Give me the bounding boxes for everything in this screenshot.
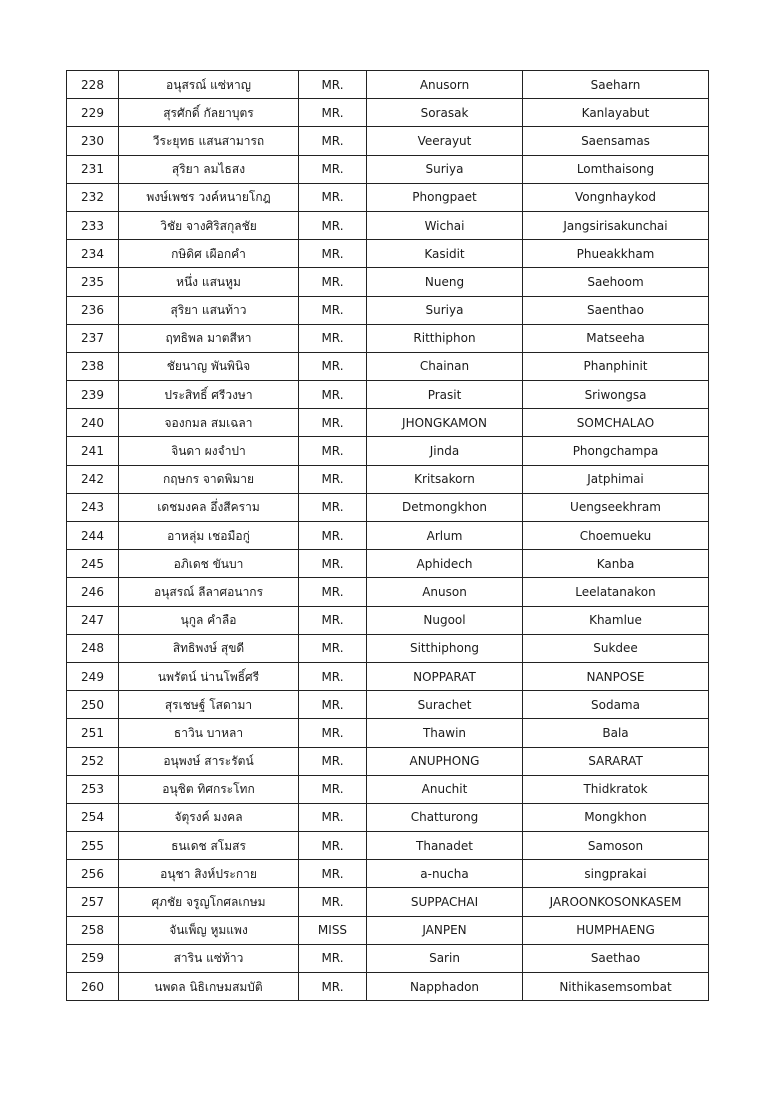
thai-name-cell: เดชมงคล อึ่งสีคราม — [119, 493, 299, 521]
title-cell: MISS — [299, 916, 367, 944]
last-name-cell: Kanba — [523, 550, 709, 578]
thai-name-cell: อนุชิต ทิศกระโทก — [119, 775, 299, 803]
table-row — [67, 775, 709, 803]
last-name-cell: SARARAT — [523, 747, 709, 775]
title-cell: MR. — [299, 860, 367, 888]
row-number-cell: 252 — [67, 747, 119, 775]
thai-name-cell: สิทธิพงษ์ สุขดี — [119, 634, 299, 662]
thai-name-cell: สาริน แซ่ท้าว — [119, 944, 299, 972]
title-cell: MR. — [299, 888, 367, 916]
last-name-cell: singprakai — [523, 860, 709, 888]
thai-name-cell: ธนเดช สโมสร — [119, 832, 299, 860]
thai-name-cell: อนุพงษ์ สาระรัตน์ — [119, 747, 299, 775]
last-name-cell: Saensamas — [523, 127, 709, 155]
first-name-cell: Anuchit — [367, 775, 523, 803]
title-cell: MR. — [299, 183, 367, 211]
last-name-cell: Mongkhon — [523, 803, 709, 831]
first-name-cell: Chainan — [367, 352, 523, 380]
title-cell: MR. — [299, 973, 367, 1001]
title-cell: MR. — [299, 944, 367, 972]
last-name-cell: Phanphinit — [523, 352, 709, 380]
last-name-cell: Phongchampa — [523, 437, 709, 465]
thai-name-cell: สุรศักดิ์ กัลยาบุตร — [119, 99, 299, 127]
table-row — [67, 99, 709, 127]
row-number-cell: 239 — [67, 381, 119, 409]
thai-name-cell: จองกมล สมเฉลา — [119, 409, 299, 437]
row-number-cell: 229 — [67, 99, 119, 127]
table-row — [67, 183, 709, 211]
first-name-cell: Detmongkhon — [367, 493, 523, 521]
thai-name-cell: หนึ่ง แสนหูม — [119, 268, 299, 296]
row-number-cell: 255 — [67, 832, 119, 860]
row-number-cell: 228 — [67, 71, 119, 99]
row-number-cell: 248 — [67, 634, 119, 662]
last-name-cell: Saenthao — [523, 296, 709, 324]
first-name-cell: Nugool — [367, 606, 523, 634]
title-cell: MR. — [299, 296, 367, 324]
title-cell: MR. — [299, 352, 367, 380]
row-number-cell: 247 — [67, 606, 119, 634]
table-row — [67, 381, 709, 409]
last-name-cell: Saehoom — [523, 268, 709, 296]
first-name-cell: Sarin — [367, 944, 523, 972]
first-name-cell: JANPEN — [367, 916, 523, 944]
title-cell: MR. — [299, 409, 367, 437]
table-row — [67, 747, 709, 775]
thai-name-cell: ฤทธิพล มาตสีหา — [119, 324, 299, 352]
roster-table-body — [67, 71, 709, 1001]
table-row — [67, 662, 709, 690]
row-number-cell: 260 — [67, 973, 119, 1001]
thai-name-cell: กษิดิศ เผือกคำ — [119, 240, 299, 268]
table-row — [67, 691, 709, 719]
title-cell: MR. — [299, 211, 367, 239]
title-cell: MR. — [299, 832, 367, 860]
row-number-cell: 243 — [67, 493, 119, 521]
first-name-cell: Anuson — [367, 578, 523, 606]
row-number-cell: 246 — [67, 578, 119, 606]
last-name-cell: JAROONKOSONKASEM — [523, 888, 709, 916]
row-number-cell: 231 — [67, 155, 119, 183]
row-number-cell: 251 — [67, 719, 119, 747]
last-name-cell: Saethao — [523, 944, 709, 972]
table-row — [67, 973, 709, 1001]
table-row — [67, 860, 709, 888]
last-name-cell: SOMCHALAO — [523, 409, 709, 437]
last-name-cell: Saeharn — [523, 71, 709, 99]
title-cell: MR. — [299, 240, 367, 268]
thai-name-cell: วิชัย จางศิริสกุลชัย — [119, 211, 299, 239]
last-name-cell: Sodama — [523, 691, 709, 719]
first-name-cell: Arlum — [367, 522, 523, 550]
first-name-cell: JHONGKAMON — [367, 409, 523, 437]
first-name-cell: Sorasak — [367, 99, 523, 127]
last-name-cell: Phueakkham — [523, 240, 709, 268]
title-cell: MR. — [299, 268, 367, 296]
title-cell: MR. — [299, 634, 367, 662]
title-cell: MR. — [299, 522, 367, 550]
first-name-cell: Veerayut — [367, 127, 523, 155]
last-name-cell: Nithikasemsombat — [523, 973, 709, 1001]
last-name-cell: Matseeha — [523, 324, 709, 352]
thai-name-cell: จินดา ผงจำปา — [119, 437, 299, 465]
title-cell: MR. — [299, 691, 367, 719]
table-row — [67, 634, 709, 662]
last-name-cell: Vongnhaykod — [523, 183, 709, 211]
title-cell: MR. — [299, 437, 367, 465]
table-row — [67, 127, 709, 155]
row-number-cell: 238 — [67, 352, 119, 380]
thai-name-cell: สุริยา ลมไธสง — [119, 155, 299, 183]
last-name-cell: Kanlayabut — [523, 99, 709, 127]
last-name-cell: Lomthaisong — [523, 155, 709, 183]
table-row — [67, 803, 709, 831]
first-name-cell: Napphadon — [367, 973, 523, 1001]
row-number-cell: 244 — [67, 522, 119, 550]
name-roster-table — [66, 70, 709, 1001]
first-name-cell: Sitthiphong — [367, 634, 523, 662]
last-name-cell: Sukdee — [523, 634, 709, 662]
first-name-cell: Thanadet — [367, 832, 523, 860]
title-cell: MR. — [299, 493, 367, 521]
first-name-cell: Kritsakorn — [367, 465, 523, 493]
first-name-cell: Jinda — [367, 437, 523, 465]
last-name-cell: Jatphimai — [523, 465, 709, 493]
row-number-cell: 257 — [67, 888, 119, 916]
title-cell: MR. — [299, 662, 367, 690]
title-cell: MR. — [299, 465, 367, 493]
first-name-cell: ANUPHONG — [367, 747, 523, 775]
table-row — [67, 944, 709, 972]
row-number-cell: 258 — [67, 916, 119, 944]
table-row — [67, 409, 709, 437]
thai-name-cell: กฤษกร จาดพิมาย — [119, 465, 299, 493]
thai-name-cell: ประสิทธิ์ ศรีวงษา — [119, 381, 299, 409]
last-name-cell: Uengseekhram — [523, 493, 709, 521]
title-cell: MR. — [299, 550, 367, 578]
row-number-cell: 230 — [67, 127, 119, 155]
table-row — [67, 550, 709, 578]
row-number-cell: 249 — [67, 662, 119, 690]
table-row — [67, 493, 709, 521]
row-number-cell: 241 — [67, 437, 119, 465]
row-number-cell: 253 — [67, 775, 119, 803]
row-number-cell: 232 — [67, 183, 119, 211]
title-cell: MR. — [299, 155, 367, 183]
last-name-cell: Leelatanakon — [523, 578, 709, 606]
table-row — [67, 240, 709, 268]
thai-name-cell: จัตุรงค์ มงคล — [119, 803, 299, 831]
thai-name-cell: อนุชา สิงห์ประกาย — [119, 860, 299, 888]
title-cell: MR. — [299, 747, 367, 775]
table-row — [67, 71, 709, 99]
first-name-cell: SUPPACHAI — [367, 888, 523, 916]
table-row — [67, 155, 709, 183]
title-cell: MR. — [299, 99, 367, 127]
last-name-cell: Samoson — [523, 832, 709, 860]
title-cell: MR. — [299, 71, 367, 99]
first-name-cell: Anusorn — [367, 71, 523, 99]
first-name-cell: NOPPARAT — [367, 662, 523, 690]
row-number-cell: 256 — [67, 860, 119, 888]
row-number-cell: 237 — [67, 324, 119, 352]
table-row — [67, 465, 709, 493]
title-cell: MR. — [299, 324, 367, 352]
title-cell: MR. — [299, 606, 367, 634]
table-row — [67, 437, 709, 465]
row-number-cell: 240 — [67, 409, 119, 437]
table-row — [67, 324, 709, 352]
thai-name-cell: อภิเดช ขันบา — [119, 550, 299, 578]
thai-name-cell: อนุสรณ์ แซ่หาญ — [119, 71, 299, 99]
row-number-cell: 242 — [67, 465, 119, 493]
title-cell: MR. — [299, 127, 367, 155]
thai-name-cell: พงษ์เพชร วงค์หนายโกฎ — [119, 183, 299, 211]
thai-name-cell: ชัยนาญ พันพินิจ — [119, 352, 299, 380]
last-name-cell: HUMPHAENG — [523, 916, 709, 944]
first-name-cell: Wichai — [367, 211, 523, 239]
last-name-cell: Jangsirisakunchai — [523, 211, 709, 239]
thai-name-cell: สุรเชษฐ์ โสดามา — [119, 691, 299, 719]
first-name-cell: Chatturong — [367, 803, 523, 831]
table-row — [67, 606, 709, 634]
table-row — [67, 916, 709, 944]
thai-name-cell: นุกูล คำลือ — [119, 606, 299, 634]
first-name-cell: Aphidech — [367, 550, 523, 578]
thai-name-cell: สุริยา แสนท้าว — [119, 296, 299, 324]
thai-name-cell: นพดล นิธิเกษมสมบัติ — [119, 973, 299, 1001]
title-cell: MR. — [299, 719, 367, 747]
first-name-cell: Suriya — [367, 155, 523, 183]
first-name-cell: Kasidit — [367, 240, 523, 268]
row-number-cell: 234 — [67, 240, 119, 268]
first-name-cell: Surachet — [367, 691, 523, 719]
thai-name-cell: อาหลุ่ม เชอมือกู่ — [119, 522, 299, 550]
first-name-cell: Prasit — [367, 381, 523, 409]
title-cell: MR. — [299, 578, 367, 606]
row-number-cell: 235 — [67, 268, 119, 296]
title-cell: MR. — [299, 381, 367, 409]
last-name-cell: Khamlue — [523, 606, 709, 634]
first-name-cell: Nueng — [367, 268, 523, 296]
table-row — [67, 888, 709, 916]
table-row — [67, 832, 709, 860]
row-number-cell: 250 — [67, 691, 119, 719]
first-name-cell: Ritthiphon — [367, 324, 523, 352]
table-row — [67, 522, 709, 550]
table-row — [67, 352, 709, 380]
thai-name-cell: ธาวิน บาหลา — [119, 719, 299, 747]
last-name-cell: Sriwongsa — [523, 381, 709, 409]
table-row — [67, 719, 709, 747]
row-number-cell: 233 — [67, 211, 119, 239]
table-row — [67, 296, 709, 324]
thai-name-cell: จันเพ็ญ หูมแพง — [119, 916, 299, 944]
row-number-cell: 245 — [67, 550, 119, 578]
title-cell: MR. — [299, 803, 367, 831]
row-number-cell: 259 — [67, 944, 119, 972]
table-row — [67, 211, 709, 239]
title-cell: MR. — [299, 775, 367, 803]
row-number-cell: 254 — [67, 803, 119, 831]
thai-name-cell: ศุภชัย จรูญโกศลเกษม — [119, 888, 299, 916]
table-row — [67, 268, 709, 296]
table-row — [67, 578, 709, 606]
row-number-cell: 236 — [67, 296, 119, 324]
thai-name-cell: อนุสรณ์ ลีลาศอนากร — [119, 578, 299, 606]
last-name-cell: Thidkratok — [523, 775, 709, 803]
last-name-cell: Bala — [523, 719, 709, 747]
thai-name-cell: วีระยุทธ แสนสามารถ — [119, 127, 299, 155]
last-name-cell: Choemueku — [523, 522, 709, 550]
first-name-cell: Suriya — [367, 296, 523, 324]
first-name-cell: a-nucha — [367, 860, 523, 888]
first-name-cell: Phongpaet — [367, 183, 523, 211]
thai-name-cell: นพรัตน์ น่านโพธิ์ศรี — [119, 662, 299, 690]
last-name-cell: NANPOSE — [523, 662, 709, 690]
first-name-cell: Thawin — [367, 719, 523, 747]
